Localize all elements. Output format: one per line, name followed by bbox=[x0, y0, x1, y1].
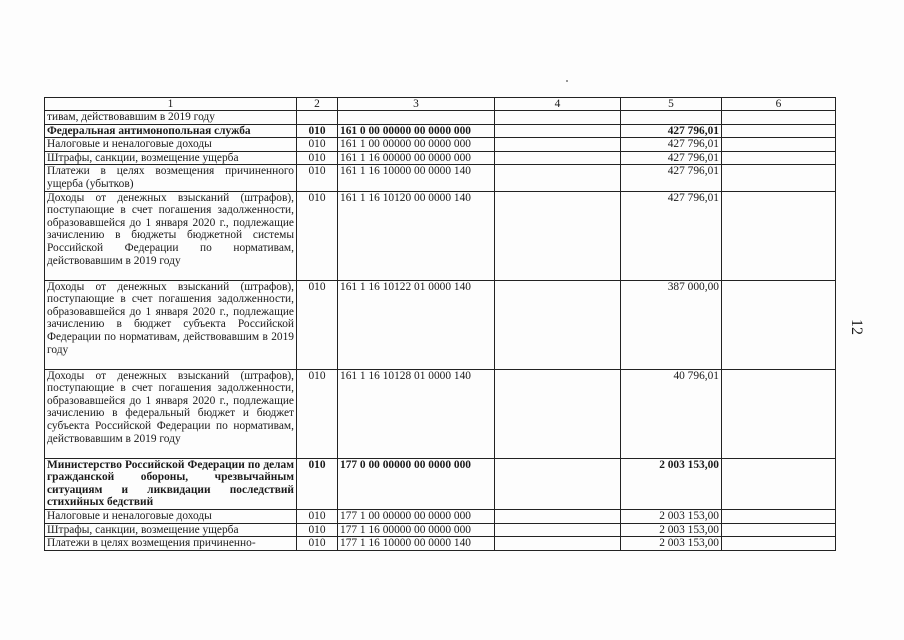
table-row bbox=[45, 537, 836, 551]
row-col6 bbox=[722, 151, 836, 165]
row-code bbox=[297, 111, 338, 125]
row-col6 bbox=[722, 523, 836, 537]
row-col6 bbox=[722, 509, 836, 523]
row-code: 010 bbox=[297, 165, 338, 191]
row-name: Налоговые и неналоговые доходы bbox=[45, 138, 297, 152]
row-kbk: 161 0 00 00000 00 0000 000 bbox=[338, 124, 495, 138]
row-name: Платежи в целях возмещения причиненного ущерба (убытков) bbox=[45, 165, 297, 191]
row-col6 bbox=[722, 124, 836, 138]
row-col6 bbox=[722, 138, 836, 152]
row-name: Штрафы, санкции, возмещение ущерба bbox=[45, 523, 297, 537]
row-col4 bbox=[495, 191, 621, 280]
row-col4 bbox=[495, 280, 621, 369]
header-col-3: 3 bbox=[338, 98, 495, 111]
header-col-4: 4 bbox=[495, 98, 621, 111]
table-row bbox=[45, 280, 836, 369]
row-sum: 427 796,01 bbox=[621, 151, 722, 165]
row-sum: 427 796,01 bbox=[621, 165, 722, 191]
row-sum: 2 003 153,00 bbox=[621, 537, 722, 551]
row-name: Платежи в целях возмещения причиненно- bbox=[45, 537, 297, 551]
row-code: 010 bbox=[297, 191, 338, 280]
table-row bbox=[45, 151, 836, 165]
budget-table bbox=[44, 97, 836, 551]
row-col4 bbox=[495, 509, 621, 523]
row-sum: 427 796,01 bbox=[621, 124, 722, 138]
row-sum: 2 003 153,00 bbox=[621, 523, 722, 537]
row-code: 010 bbox=[297, 151, 338, 165]
table-row bbox=[45, 458, 836, 509]
row-kbk: 177 0 00 00000 00 0000 000 bbox=[338, 458, 495, 509]
row-col6 bbox=[722, 280, 836, 369]
row-name: Доходы от денежных взысканий (штрафов), поступающие в счет погашения задолженности, образовавшейся до 1 января 2020 г., подлежащие зачислению в бюджет субъекта Российской Федерации по нормативам, действовавшим в 2019 году bbox=[45, 280, 297, 369]
row-col4 bbox=[495, 537, 621, 551]
row-sum: 427 796,01 bbox=[621, 191, 722, 280]
row-sum: 387 000,00 bbox=[621, 280, 722, 369]
row-sum: 40 796,01 bbox=[621, 369, 722, 458]
row-col4 bbox=[495, 523, 621, 537]
row-code: 010 bbox=[297, 523, 338, 537]
row-col4 bbox=[495, 151, 621, 165]
row-code: 010 bbox=[297, 509, 338, 523]
header-row bbox=[45, 98, 836, 111]
scan-speck bbox=[566, 80, 568, 82]
row-kbk: 161 1 16 00000 00 0000 000 bbox=[338, 151, 495, 165]
row-col4 bbox=[495, 458, 621, 509]
row-name: Федеральная антимонопольная служба bbox=[45, 124, 297, 138]
table-row bbox=[45, 509, 836, 523]
row-kbk: 161 1 16 10128 01 0000 140 bbox=[338, 369, 495, 458]
row-sum: 2 003 153,00 bbox=[621, 509, 722, 523]
row-col6 bbox=[722, 537, 836, 551]
row-col6 bbox=[722, 369, 836, 458]
row-kbk: 177 1 16 10000 00 0000 140 bbox=[338, 537, 495, 551]
table-row bbox=[45, 165, 836, 191]
row-name: тивам, действовавшим в 2019 году bbox=[45, 111, 297, 125]
row-kbk: 161 1 16 10122 01 0000 140 bbox=[338, 280, 495, 369]
row-name: Министерство Российской Федерации по делам гражданской обороны, чрезвычайным ситуациям и ликвидации последствий стихийных бедствий bbox=[45, 458, 297, 509]
row-col4 bbox=[495, 138, 621, 152]
header-col-1: 1 bbox=[45, 98, 297, 111]
table-row bbox=[45, 124, 836, 138]
row-name: Налоговые и неналоговые доходы bbox=[45, 509, 297, 523]
row-kbk: 177 1 16 00000 00 0000 000 bbox=[338, 523, 495, 537]
row-col6 bbox=[722, 111, 836, 125]
row-col4 bbox=[495, 165, 621, 191]
row-kbk: 177 1 00 00000 00 0000 000 bbox=[338, 509, 495, 523]
row-col6 bbox=[722, 191, 836, 280]
table-row bbox=[45, 191, 836, 280]
row-col6 bbox=[722, 458, 836, 509]
header-col-6: 6 bbox=[722, 98, 836, 111]
row-name: Доходы от денежных взысканий (штрафов), поступающие в счет погашения задолженности, образовавшейся до 1 января 2020 г., подлежащие зачислению в федеральный бюджет и бюджет субъекта Российской Федерации по нормативам, действовавшим в 2019 году bbox=[45, 369, 297, 458]
row-col6 bbox=[722, 165, 836, 191]
header-col-5: 5 bbox=[621, 98, 722, 111]
row-kbk: 161 1 16 10000 00 0000 140 bbox=[338, 165, 495, 191]
table-row bbox=[45, 523, 836, 537]
row-sum bbox=[621, 111, 722, 125]
row-sum: 2 003 153,00 bbox=[621, 458, 722, 509]
row-kbk bbox=[338, 111, 495, 125]
row-code: 010 bbox=[297, 537, 338, 551]
row-sum: 427 796,01 bbox=[621, 138, 722, 152]
row-code: 010 bbox=[297, 369, 338, 458]
row-code: 010 bbox=[297, 458, 338, 509]
row-col4 bbox=[495, 124, 621, 138]
row-name: Штрафы, санкции, возмещение ущерба bbox=[45, 151, 297, 165]
row-code: 010 bbox=[297, 280, 338, 369]
row-kbk: 161 1 00 00000 00 0000 000 bbox=[338, 138, 495, 152]
table-row bbox=[45, 369, 836, 458]
row-code: 010 bbox=[297, 124, 338, 138]
row-col4 bbox=[495, 369, 621, 458]
header-col-2: 2 bbox=[297, 98, 338, 111]
row-name: Доходы от денежных взысканий (штрафов), поступающие в счет погашения задолженности, образовавшейся до 1 января 2020 г., подлежащие зачислению в бюджеты бюджетной системы Российской Федерации по нормативам, действовавшим в 2019 году bbox=[45, 191, 297, 280]
row-code: 010 bbox=[297, 138, 338, 152]
row-col4 bbox=[495, 111, 621, 125]
table-row bbox=[45, 138, 836, 152]
page-number: 12 bbox=[848, 319, 865, 335]
table-row bbox=[45, 111, 836, 125]
row-kbk: 161 1 16 10120 00 0000 140 bbox=[338, 191, 495, 280]
